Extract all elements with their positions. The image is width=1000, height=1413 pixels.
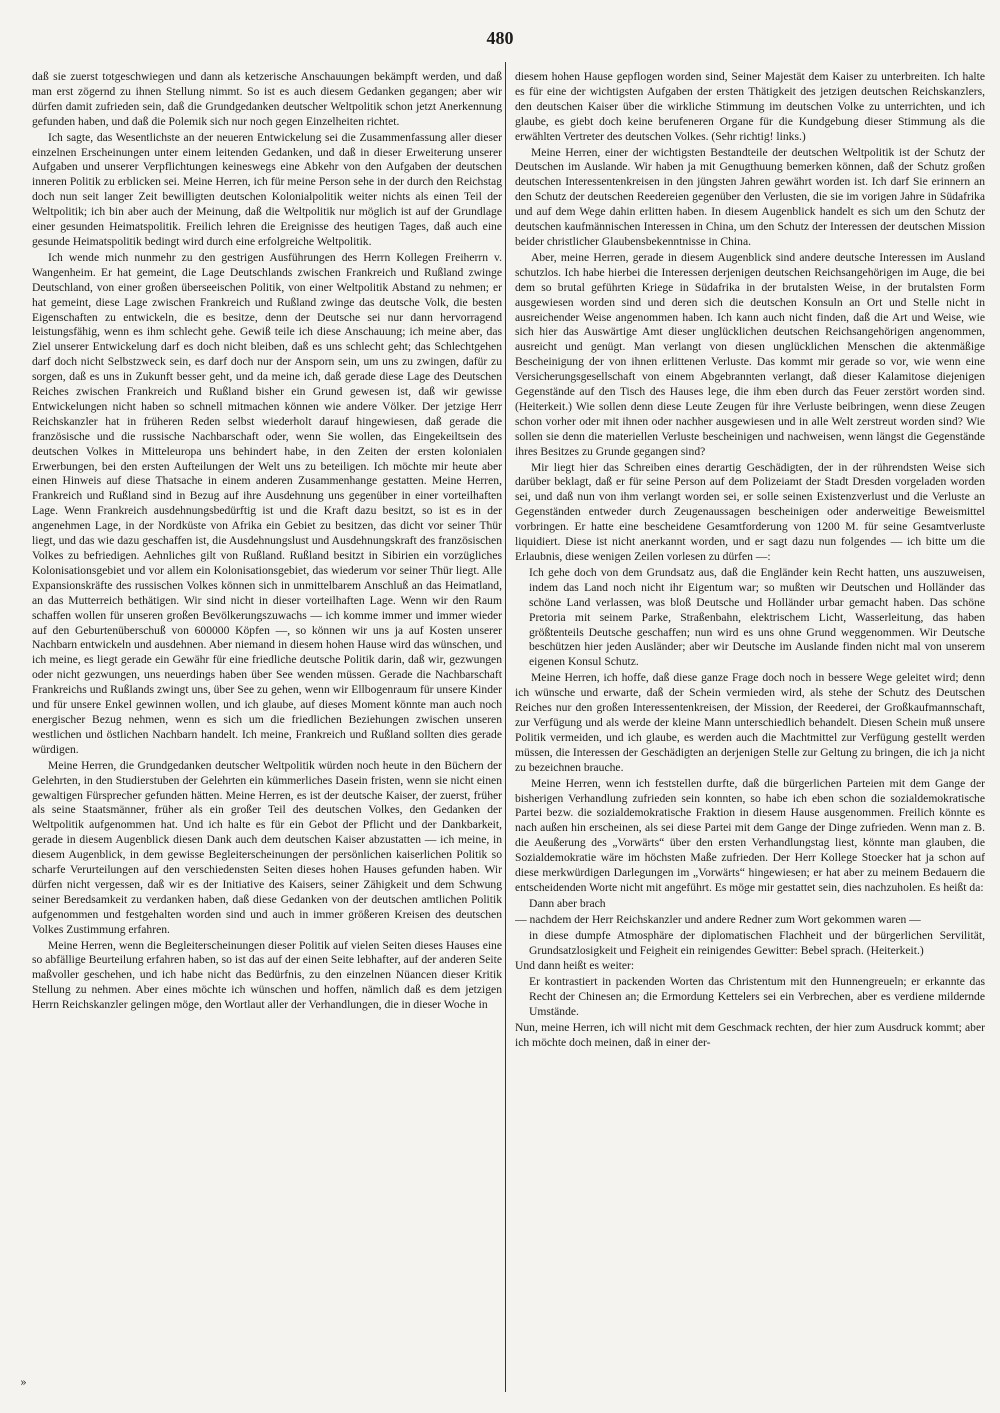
paragraph: Meine Herren, wenn die Begleiterscheinungen dieser Politik auf vielen Seiten dieses Hauses eine so abfällige Beurteilung erfahren haben, so ist das auf der einen Seite lebhafter, auf der anderen Seite maßvoller geschehen, und ich habe nicht das Bedürfnis, zu den einzelnen Nüancen dieser Kritik Stellung zu nehmen. Aber eines möchte ich wünschen und hoffen, nämlich daß es dem jetzigen Herrn Reichskanzler gelingen möge, den Wortlaut aller der Verhandlungen, die in dieser Woche in — [32, 938, 502, 1012]
paragraph: Und dann heißt es weiter: — [515, 959, 635, 973]
paragraph: Meine Herren, wenn ich feststellen durfte, daß die bürgerlichen Parteien mit dem Gange der bisherigen Verhandlung zufrieden sein konnten, so habe ich eben schon die sozialdemokratische Partei bezw. die sozialdemokratische Fraktion in diesem Hause ausgenommen. Freilich könnte es nach außen hin erscheinen, als sei diese Partei mit dem Gange der Dinge zufrieden. Wenn man z. B. die Aeußerung des „Vorwärts“ über den ersten Verhandlungstag liest, könnte man glauben, die Sozialdemokratie wäre im höchsten Maße zufrieden. Der Herr Kollege Stoecker hat ja schon auf diese merkwürdigen Darlegungen im „Vorwärts“ hingewiesen; er hat aber zu meinem Bedauern die entscheidenden Worte nicht mit angeführt. Es möge mir gestattet sein, dies nachzuholen. Es heißt da: — [515, 776, 985, 894]
right-column — [515, 70, 985, 1395]
paragraph: diesem hohen Hause gepflogen worden sind, Seiner Majestät dem Kaiser zu unterbreiten. Ich halte es für eine der wichtigsten Aufgaben der ersten Thätigkeit des jetzigen deutschen Reichskanzlers, den deutschen Kaiser über die wirkliche Stimmung im deutschen Volke zu unterrichten, und ich glaube, es giebt doch keine berufeneren Organe für die Kundgebung dieser Stimmung als die erwählten Vertreter des deutschen Volkes. (Sehr richtig! links.) — [515, 70, 985, 143]
column-divider — [505, 62, 506, 1392]
paragraph: Aber, meine Herren, gerade in diesem Augenblick sind andere deutsche Interessen im Ausland schutzlos. Ich habe hierbei die Interessen derjenigen deutschen Reichsangehörigen im Auge, die bei dem so brutal geführten Kriege in Südafrika in der brutalsten Weise, in der brutalsten Form ausgewiesen worden sind und deren sich die deutschen Konsuln an Ort und Stelle nicht in ausreichender Weise angenommen haben. Ich kann auch nicht finden, daß die Art und Weise, wie sich hier das Auswärtige Amt dieser unglücklichen deutschen Reichsangehörigen angenommen, ausreicht und genügt. Man verlangt von diesen unglücklichen Menschen die aktenmäßige Bescheinigung der von ihnen erlittenen Verluste. Das kommt mir gerade so vor, wie wenn eine Versicherungsgesellschaft von einem Abgebrannten verlangt, daß dieser Kalamitose diejenigen Gegenstände auf den Tisch des Hauses lege, die ihm eben durch das Feuer zerstört worden sind. (Heiterkeit.) Wie sollen denn diese Leute Zeugen für ihre Verluste beibringen, wenn diese Zeugen schon vorher oder mit ihnen oder nachher ausgewiesen und in alle Welt zerstreut worden sind? Wie sollen sie denn die materiellen Verluste bescheinigen und nachweisen, wenn längst die Gegenstände ihres Besitzes zu Grunde gegangen sind? — [515, 250, 985, 458]
quote: Er kontrastiert in packenden Worten das Christentum mit den Hunnengreueln; er erkannte das Recht der Chinesen an; die Ermordung Kettelers sei ein Verbrechen, aber es verdiene mildernde Umstände. — [529, 975, 985, 1019]
quote: Ich gehe doch von dem Grundsatz aus, daß die Engländer kein Recht hatten, uns auszuweisen, indem das Land noch nicht ihr Eigentum war; so mußten wir Deutschen und Holländer das schöne Land verlassen, was bloß Deutsche und Holländer urbar gemacht haben. Das schöne Pretoria mit seinem Parke, Straßenbahn, elektrischem Licht, Wasserleitung, das haben größtenteils Deutsche geschaffen; nun wird es uns ohne Grund weggenommen. Wir Deutsche beschützen hier jeden Ausländer; aber wir Deutsche im Auslande finden nicht mal von unserem eigenen Konsul Schutz. — [529, 565, 985, 669]
paragraph: Meine Herren, einer der wichtigsten Bestandteile der deutschen Weltpolitik ist der Schutz der Deutschen im Auslande. Wir haben ja mit Genugthuung bemerken können, daß der Schutz großen deutschen Interessentenkreisen in den jüngsten Jahren gewährt worden ist. Ich darf Sie erinnern an den Schutz der deutschen Reedereien gegenüber den Verlusten, die sie im vorigen Jahre in Südafrika und auf dem Wege dahin erlitten haben. In diesem Augenblick handelt es sich um den Schutz der deutschen kaufmännischen Interessen in China, um den Schutz der Interessen der deutschen Mission beider christlicher Glaubensbekenntnisse in China. — [515, 145, 985, 248]
quote: Dann aber brach — [529, 896, 606, 910]
bottom-marker: » — [20, 1376, 27, 1389]
paragraph: Ich wende mich nunmehr zu den gestrigen Ausführungen des Herrn Kollegen Freiherrn v. Wangenheim. Er hat gemeint, die Lage Deutschlands zwischen Frankreich und Rußland zwinge Deutschland, von einer großen überseeischen Politik, von einer Weltpolitik Abstand zu nehmen; er hat gemeint, diese Lage zwischen Frankreich und Rußland zwinge das deutsche Volk, die besten Eigenschaften zu entwickeln, die es besitze, denn der Deutsche sei nur dann hervorragend leistungsfähig, wenn es ihm schlecht gehe. Gewiß teile ich diese Anschauung; ich meine aber, das Ziel unserer Entwickelung darf es doch nicht bleiben, daß es uns schlecht geht; das Schlechtgehen darf doch nicht Selbstzweck sein, es darf doch nur der Ansporn sein, um uns zu zwingen, dafür zu sorgen, daß es uns in Zukunft besser geht, und da meine ich, daß gerade diese Lage des Deutschen Reiches zwischen Frankreich und Rußland bisher ein Grund gewesen ist, daß wir gewisse Entwickelungen nicht haben so schnell mitmachen können wie andere Völker. Der jetzige Herr Reichskanzler hat in früheren Reden selbst wiederholt darauf hingewiesen, daß gerade die französische und die russische Nachbarschaft oder, wenn Sie wollen, das Eingekeiltsein des deutschen Volkes in Mitteleuropa uns behindert habe, in den Zeiten der ersten kolonialen Erwerbungen, bei den ersten Aufteilungen der Welt uns zu beteiligen. Ich möchte mir heute aber einen Hinweis auf diese Thatsache in einem anderen Zusammenhange gestatten. Meine Herren, Frankreich und Rußland sind in Bezug auf ihre Ausdehnung uns gegenüber in einer vorteilhaften Lage. Wenn Frankreich ausdehnungsbedürftig ist und die Kraft dazu besitzt, so ist es in der angenehmen Lage, in der Nordküste von Afrika ein Gebiet zu besitzen, das dicht vor seiner Thür liegt, und das wie dazu geschaffen ist, die Ausdehnungslust und Ausdehnungskraft des französischen Volkes zu befriedigen. Aehnliches gilt von Rußland. Rußland besitzt in Sibirien ein vorzügliches Kolonisationsgebiet und vor allem ein Kolonisationsgebiet, das wiederum vor seiner Thür liegt. Alle Expansionskräfte des russischen Volkes können sich in unmittelbarem Anschluß an das Heimatland, an das Mutterreich bethätigen. Wir sind nicht in dieser vorteilhaften Lage. Wenn wir den Raum schaffen wollen für unseren großen Bevölkerungszuwachs — ich komme immer und immer wieder auf den Geburtenüberschuß von 600000 Köpfen —, so können wir uns ja auf Kosten unserer Nachbarn entwickeln und ausdehnen. Aber niemand in diesem hohen Hause wird das wünschen, und ich meine, es liegt gerade ein Gewähr für eine friedliche deutsche Politik darin, daß wir, gezwungen oder nicht gezwungen, uns neuerdings haben über See wenden müssen. Gerade die Nachbarschaft Frankreichs und Rußlands zwingt uns, über See zu gehen, wenn wir Ellbogenraum für unsere Kinder und für unsere Enkel gewinnen wollen, und ich glaube, auf dieses Moment könnte man auch noch energischer Bezug nehmen, wenn es sich um die friedlichen Beziehungen zwischen unseren westlichen und östlichen Nachbarn handelt. Ich meine, Frankreich und Rußland sollten dies gerade würdigen. — [32, 250, 502, 756]
paragraph: Meine Herren, ich hoffe, daß diese ganze Frage doch noch in bessere Wege geleitet wird; denn ich wünsche und erwarte, daß der Schein vermieden wird, als stehe der Schutz des Deutschen Reiches nur den großen Interessentenkreisen, der Mission, der Reederei, der Großkaufmannschaft, zur Verfügung und als werde der kleine Mann unterschiedlich behandelt. Diesen Schein muß unsere Politik vermeiden, und ich glaube, es werden auch die Machtmittel zur Verfügung gestellt werden müssen, die Interessen der Geschädigten an derjenigen Stelle zur Geltung zu bringen, die ich ja nicht zu bezeichnen brauche. — [515, 671, 985, 774]
paragraph: Ich sagte, das Wesentlichste an der neueren Entwickelung sei die Zusammenfassung aller dieser einzelnen Erscheinungen unter einem leitenden Gedanken, und daß in dieser Erweiterung unserer Aufgaben und unserer Verpflichtungen keineswegs eine Abkehr von den Aufgaben der deutschen inneren Politik zu erblicken sei. Meine Herren, ich für meine Person sehe in der durch den Reichstag doch nun seit langer Zeit bewilligten deutschen Kolonialpolitik weiter nichts als einen Teil der Weltpolitik; ich bin aber auch der Meinung, daß die Weltpolitik nur möglich ist auf der Grundlage einer gesunden Heimatspolitik. Freilich lehren die Ereignisse des heutigen Tages, daß auch eine gesunde Heimatspolitik bedingt wird durch eine erfolgreiche Weltpolitik. — [32, 130, 502, 248]
paragraph: Meine Herren, die Grundgedanken deutscher Weltpolitik würden noch heute in den Büchern der Gelehrten, in den Studierstuben der Gelehrten ein kümmerliches Dasein fristen, wenn sie nicht einen gewaltigen Fürsprecher gefunden hätten. Meine Herren, es ist der deutsche Kaiser, der zuerst, früher als seine Staatsmänner, früher als ein großer Teil des deutschen Volkes, den Gedanken der Weltpolitik aufgenommen hat. Und ich halte es für ein Gebot der Pflicht und der Dankbarkeit, gerade in diesem Augenblick diesen Dank auch dem deutschen Kaiser abzustatten — ich meine, in diesem Augenblick, in dem gewisse Begleiterscheinungen der persönlichen kaiserlichen Politik so scharfe Verurteilungen auf den verschiedensten Seiten dieses hohen Hauses gefunden haben. Wir dürfen nicht vergessen, daß wir es der Initiative des Kaisers, seiner Zähigkeit und dem Schwung seiner Beredsamkeit zu verdanken haben, daß diese Gedanken von der deutschen amtlichen Politik aufgenommen und festgehalten worden sind und auch in immer größeren Kreisen des deutschen Volkes Zustimmung erfahren. — [32, 758, 502, 936]
paragraph: Mir liegt hier das Schreiben eines derartig Geschädigten, der in der rührendsten Weise sich darüber beklagt, daß er für seine Person auf dem Polizeiamt der Stadt Dresden vorgeladen worden sei, und daß nun von ihm verlangt worden sei, er solle seinen Existenzverlust und die Verluste an Gegenständen entweder durch Zeugenaussagen bescheinigen oder anderweitige Beweismittel vorbringen. Er hatte eine bescheidene Gesamtforderung von 1200 M. für seine Gesamtverluste liquidiert. Diese ist nicht anerkannt worden, und er sagt dazu nun folgendes — ich bitte um die Erlaubnis, diese wenigen Zeilen vorlesen zu dürfen —: — [515, 460, 985, 563]
paragraph: — nachdem der Herr Reichskanzler und andere Redner zum Wort gekommen waren — — [515, 912, 921, 926]
paragraph: daß sie zuerst totgeschwiegen und dann als ketzerische Anschauungen bekämpft werden, und daß man erst zögernd zu ihnen Stellung nimmt. So ist es auch diesem Gedanken gegangen; aber wir dürfen damit zufrieden sein, daß die Grundgedanken deutscher Weltpolitik schon jetzt Anerkennung gefunden haben, und daß die Polemik sich nur noch gegen Einzelheiten richtet. — [32, 70, 502, 128]
quote: in diese dumpfe Atmosphäre der diplomatischen Flachheit und der bürgerlichen Servilität, Grundsatzlosigkeit und Feigheit ein reinigendes Gewitter: Bebel sprach. (Heiterkeit.) — [529, 928, 985, 957]
paragraph: Nun, meine Herren, ich will nicht mit dem Geschmack rechten, der hier zum Ausdruck kommt; aber ich möchte doch meinen, daß in einer der- — [515, 1021, 985, 1049]
page-number: 480 — [486, 28, 514, 48]
left-column — [32, 70, 502, 1395]
